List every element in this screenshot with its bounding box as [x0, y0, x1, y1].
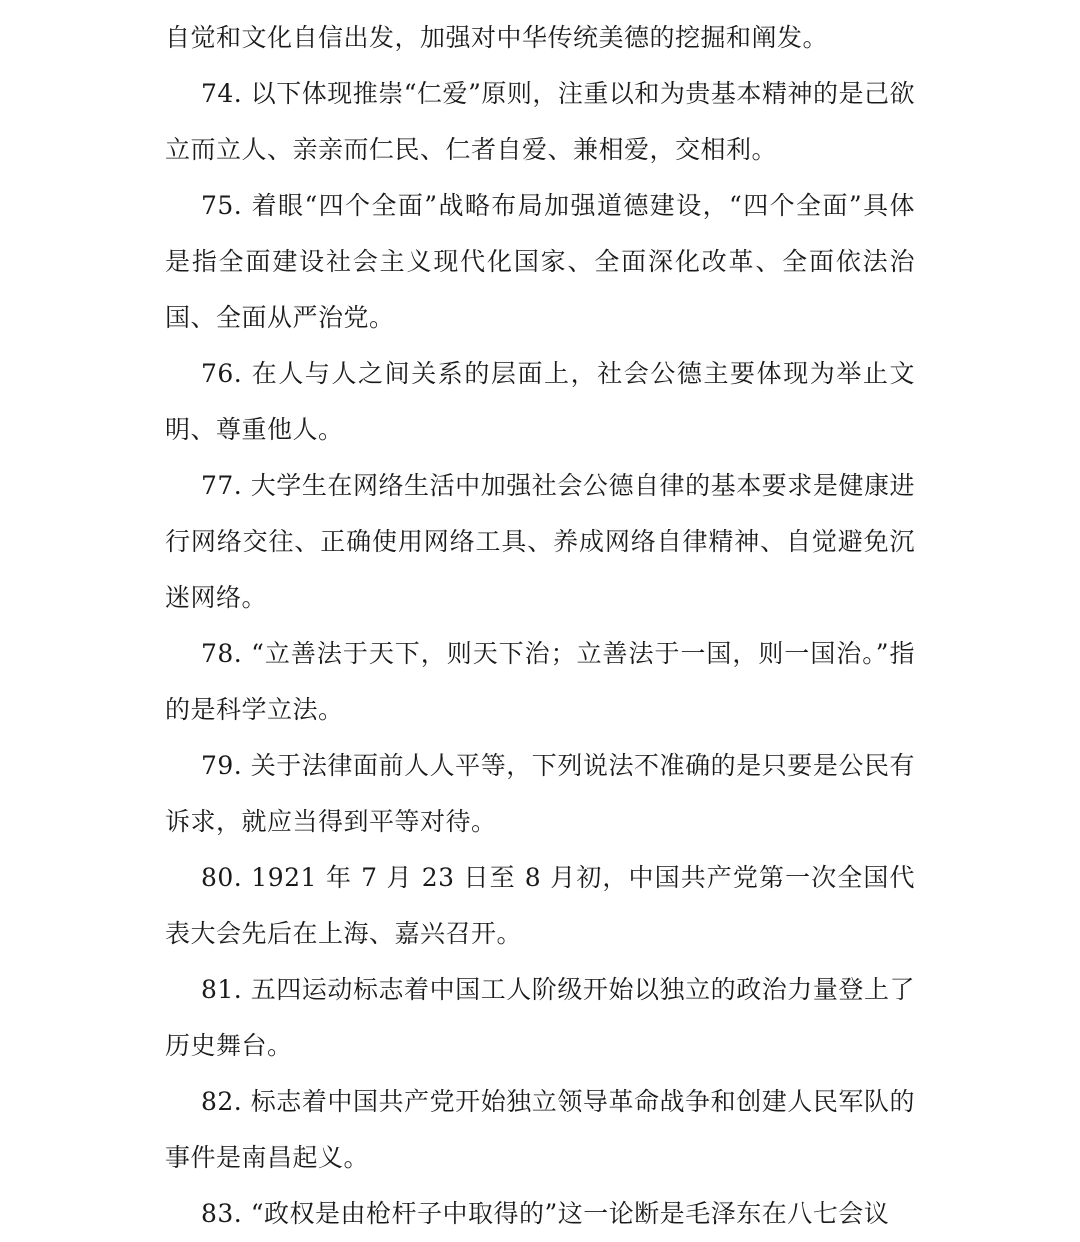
paragraph-item-82: 82. 标志着中国共产党开始独立领导革命战争和创建人民军队的事件是南昌起义。 — [165, 1087, 915, 1172]
paragraph-item-77: 77. 大学生在网络生活中加强社会公德自律的基本要求是健康进行网络交往、正确使用网络工具、养成网络自律精神、自觉避免沉迷网络。 — [165, 471, 915, 612]
paragraph-item-83: 83. “政权是由枪杆子中取得的”这一论断是毛泽东在八七会议 — [201, 1199, 890, 1228]
paragraph-item-75: 75. 着眼“四个全面”战略布局加强道德建设，“四个全面”具体是指全面建设社会主义现代化国家、全面深化改革、全面依法治国、全面从严治党。 — [165, 191, 915, 332]
paragraph-item-81: 81. 五四运动标志着中国工人阶级开始以独立的政治力量登上了历史舞台。 — [165, 975, 915, 1060]
document-body — [165, 10, 915, 1242]
paragraph-item-79: 79. 关于法律面前人人平等，下列说法不准确的是只要是公民有诉求，就应当得到平等对待。 — [165, 751, 915, 836]
paragraph-item-76: 76. 在人与人之间关系的层面上，社会公德主要体现为举止文明、尊重他人。 — [165, 359, 915, 444]
paragraph-continuation: 自觉和文化自信出发，加强对中华传统美德的挖掘和阐发。 — [165, 23, 829, 52]
paragraph-item-74: 74. 以下体现推崇“仁爱”原则，注重以和为贵基本精神的是己欲立而立人、亲亲而仁民、仁者自爱、兼相爱，交相利。 — [165, 79, 915, 164]
paragraph-item-78: 78. “立善法于天下，则天下治；立善法于一国，则一国治。”指的是科学立法。 — [165, 639, 915, 724]
paragraph-item-80: 80. 1921 年 7 月 23 日至 8 月初，中国共产党第一次全国代表大会先后在上海、嘉兴召开。 — [165, 863, 915, 948]
